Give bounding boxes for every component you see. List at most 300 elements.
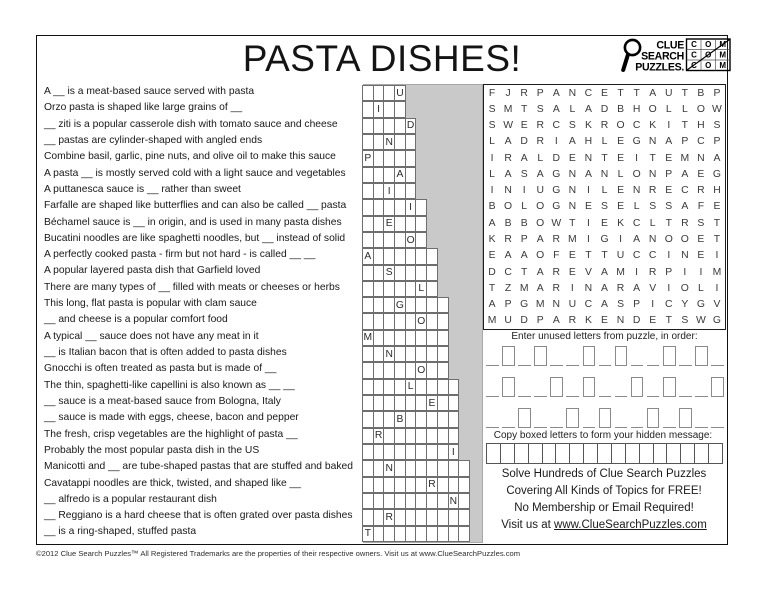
hidden-message-cell[interactable] [528,443,543,464]
unused-letter-blank[interactable] [550,346,563,366]
crossword-given-letter-cell[interactable]: L [415,281,427,297]
word-search-letter[interactable]: R [600,120,609,132]
word-search-letter[interactable]: H [697,120,705,132]
unused-letter-box[interactable] [647,408,660,428]
word-search-letter[interactable]: M [519,282,529,294]
word-search-letter[interactable]: D [600,103,609,115]
word-search-letter[interactable]: V [713,299,721,311]
crossword-cell[interactable] [448,411,460,427]
crossword-given-letter-cell[interactable]: G [394,297,406,313]
word-search-letter[interactable]: A [584,103,592,115]
word-search-letter[interactable]: P [536,87,544,99]
unused-letter-blank[interactable] [599,377,612,397]
word-search-letter[interactable]: A [665,136,673,148]
word-search-letter[interactable]: A [552,87,560,99]
word-search-letter[interactable]: T [520,266,528,278]
word-search-letter[interactable]: A [488,217,496,229]
word-search-letter[interactable]: S [488,103,496,115]
unused-letter-blank[interactable] [599,346,612,366]
crossword-given-letter-cell[interactable]: I [448,444,460,460]
crossword-given-letter-cell[interactable]: U [394,85,406,101]
word-search-letter[interactable]: E [601,315,608,327]
word-search-letter[interactable]: G [712,168,721,180]
hidden-message-cell[interactable] [611,443,626,464]
word-search-letter[interactable]: O [632,168,641,180]
word-search-letter[interactable]: W [695,315,706,327]
unused-letter-blank[interactable] [518,346,531,366]
word-search-letter[interactable]: G [552,168,561,180]
word-search-letter[interactable]: G [520,299,529,311]
word-search-letter[interactable]: F [697,201,705,213]
word-search-letter[interactable]: A [601,299,608,311]
word-search-letter[interactable]: S [568,120,576,132]
unused-letter-box[interactable] [518,408,531,428]
unused-letter-box[interactable] [502,346,515,366]
word-search-letter[interactable]: Y [681,299,689,311]
word-search-letter[interactable]: I [667,250,671,262]
word-search-letter[interactable]: R [504,234,512,246]
unused-letter-blank[interactable] [486,408,499,428]
word-search-letter[interactable]: S [601,201,608,213]
word-search-letter[interactable]: M [487,315,497,327]
word-search-letter[interactable]: N [632,185,641,197]
unused-letter-blank[interactable] [695,408,708,428]
word-search-letter[interactable]: R [552,234,561,246]
word-search-letter[interactable]: C [697,136,705,148]
crossword-given-letter-cell[interactable]: R [373,428,385,444]
word-search-letter[interactable]: S [713,120,721,132]
crossword-given-letter-cell[interactable]: E [383,216,395,232]
word-search-letter[interactable]: E [617,136,625,148]
word-search-letter[interactable]: C [632,217,641,229]
word-search-letter[interactable]: B [520,217,528,229]
word-search-letter[interactable]: A [633,282,641,294]
hidden-message-cell[interactable] [486,443,501,464]
word-search-letter[interactable]: M [680,152,690,164]
hidden-message-cell[interactable] [500,443,515,464]
word-search-letter[interactable]: P [713,87,721,99]
crossword-given-letter-cell[interactable]: D [405,118,417,134]
crossword-cell[interactable] [437,330,449,346]
word-search-letter[interactable]: D [488,266,496,278]
word-search-letter[interactable]: P [536,315,544,327]
word-search-letter[interactable]: D [520,136,528,148]
unused-letter-blank[interactable] [502,408,515,428]
word-search-letter[interactable]: A [601,282,608,294]
unused-letter-blank[interactable] [615,377,628,397]
word-search-letter[interactable]: A [504,168,512,180]
word-search-letter[interactable]: O [616,120,625,132]
word-search-letter[interactable]: W [551,217,562,229]
crossword-cell[interactable] [415,199,427,215]
word-search-letter[interactable]: R [520,87,528,99]
word-search-letter[interactable]: L [617,168,624,180]
word-search-letter[interactable]: I [490,185,494,197]
word-search-letter[interactable]: M [712,266,722,278]
word-search-letter[interactable]: O [664,234,673,246]
word-search-letter[interactable]: L [698,282,704,294]
word-search-letter[interactable]: A [520,152,528,164]
word-search-letter[interactable]: E [568,250,576,262]
crossword-cell[interactable] [426,281,438,297]
word-search-letter[interactable]: A [601,266,608,278]
word-search-letter[interactable]: U [665,87,673,99]
unused-letter-blank[interactable] [583,408,596,428]
unused-letter-box[interactable] [615,346,628,366]
word-search-letter[interactable]: P [633,299,641,311]
word-search-letter[interactable]: T [601,250,608,262]
crossword-cell[interactable] [458,493,470,509]
word-search-letter[interactable]: C [632,120,641,132]
unused-letter-blank[interactable] [663,408,676,428]
word-search-letter[interactable]: U [616,250,625,262]
unused-letter-blank[interactable] [631,346,644,366]
word-search-letter[interactable]: A [520,250,528,262]
crossword-given-letter-cell[interactable]: R [426,477,438,493]
word-search-letter[interactable]: L [537,152,544,164]
word-search-letter[interactable]: I [490,152,494,164]
word-search-letter[interactable]: G [552,201,561,213]
crossword-cell[interactable] [405,150,417,166]
unused-letter-blank[interactable] [631,408,644,428]
word-search-letter[interactable]: I [635,152,639,164]
crossword-given-letter-cell[interactable]: P [362,150,374,166]
hidden-message-cell[interactable] [639,443,654,464]
word-search-letter[interactable]: T [569,217,576,229]
word-search-letter[interactable]: K [584,315,592,327]
word-search-letter[interactable]: V [584,266,592,278]
hidden-message-cell[interactable] [569,443,584,464]
word-search-letter[interactable]: A [536,168,544,180]
word-search-letter[interactable]: P [681,136,689,148]
word-search-letter[interactable]: R [697,185,705,197]
unused-letter-box[interactable] [631,377,644,397]
crossword-cell[interactable] [415,232,427,248]
word-search-letter[interactable]: E [584,201,592,213]
word-search-letter[interactable]: T [649,152,656,164]
word-search-letter[interactable]: I [586,217,590,229]
word-search-letter[interactable]: O [536,250,545,262]
unused-letter-blank[interactable] [695,377,708,397]
word-search-letter[interactable]: D [520,315,528,327]
crossword-given-letter-cell[interactable]: E [426,395,438,411]
word-search-letter[interactable]: C [584,299,593,311]
crossword-cell[interactable] [458,460,470,476]
unused-letter-blank[interactable] [679,377,692,397]
word-search-letter[interactable]: I [699,266,703,278]
word-search-letter[interactable]: A [552,103,560,115]
hidden-message-cell[interactable] [625,443,640,464]
word-search-letter[interactable]: I [683,266,687,278]
word-search-letter[interactable]: A [649,87,657,99]
word-search-letter[interactable]: P [504,299,512,311]
unused-letter-blank[interactable] [486,346,499,366]
hidden-message-cell[interactable] [666,443,681,464]
word-search-letter[interactable]: O [504,201,513,213]
crossword-given-letter-cell[interactable]: A [394,167,406,183]
word-search-letter[interactable]: V [649,282,657,294]
word-search-letter[interactable]: O [536,217,545,229]
crossword-cell[interactable] [437,297,449,313]
word-search-letter[interactable]: L [633,201,640,213]
unused-letter-blank[interactable] [550,408,563,428]
unused-letter-box[interactable] [566,408,579,428]
word-search-letter[interactable]: O [680,282,689,294]
word-search-letter[interactable]: G [632,136,641,148]
word-search-letter[interactable]: A [681,201,689,213]
word-search-letter[interactable]: I [619,234,622,246]
crossword-given-letter-cell[interactable]: M [362,330,374,346]
word-search-letter[interactable]: A [504,250,512,262]
word-search-letter[interactable]: I [635,266,639,278]
word-search-letter[interactable]: N [584,282,593,294]
unused-letter-blank[interactable] [711,346,724,366]
word-search-letter[interactable]: L [665,103,672,115]
word-search-letter[interactable]: A [536,234,544,246]
crossword-cell[interactable] [458,509,470,525]
unused-letter-box[interactable] [550,377,563,397]
word-search-letter[interactable]: E [665,152,673,164]
crossword-cell[interactable] [458,526,470,542]
word-search-letter[interactable]: I [554,136,558,148]
word-search-letter[interactable]: G [696,299,705,311]
unused-letter-blank[interactable] [566,377,579,397]
word-search-grid[interactable] [483,84,726,330]
word-search-letter[interactable]: A [488,299,496,311]
unused-letter-blank[interactable] [518,377,531,397]
word-search-letter[interactable]: C [648,250,657,262]
word-search-letter[interactable]: S [536,103,544,115]
word-search-letter[interactable]: R [681,217,689,229]
word-search-letter[interactable]: R [648,185,657,197]
word-search-letter[interactable]: H [632,103,641,115]
word-search-letter[interactable]: W [503,120,513,132]
word-search-letter[interactable]: H [584,136,593,148]
word-search-letter[interactable]: H [713,185,721,197]
word-search-letter[interactable]: E [649,315,657,327]
word-search-letter[interactable]: C [632,250,641,262]
word-search-letter[interactable]: E [488,250,496,262]
word-search-letter[interactable]: N [648,136,657,148]
crossword-cell[interactable] [405,183,417,199]
word-search-letter[interactable]: L [601,136,608,148]
unused-letter-box[interactable] [502,377,515,397]
word-search-letter[interactable]: P [665,266,673,278]
word-search-letter[interactable]: E [568,266,576,278]
word-search-letter[interactable]: M [503,103,513,115]
word-search-letter[interactable]: E [713,201,721,213]
hidden-message-cell[interactable] [583,443,598,464]
word-search-letter[interactable]: E [520,120,528,132]
crossword-given-letter-cell[interactable]: I [373,101,385,117]
unused-letter-blank[interactable] [711,408,724,428]
word-search-letter[interactable]: T [713,217,721,229]
word-search-letter[interactable]: N [568,201,577,213]
unused-letter-box[interactable] [695,346,708,366]
word-search-letter[interactable]: I [667,120,671,132]
word-search-letter[interactable]: D [632,315,641,327]
word-search-letter[interactable]: T [617,87,624,99]
crossword-cell[interactable] [426,265,438,281]
word-search-letter[interactable]: N [568,87,577,99]
crossword-given-letter-cell[interactable]: S [383,265,395,281]
word-search-letter[interactable]: N [584,152,593,164]
word-search-letter[interactable]: S [665,201,673,213]
crossword-cell[interactable] [394,101,406,117]
unused-letter-box[interactable] [663,377,676,397]
word-search-letter[interactable]: L [681,103,688,115]
word-search-letter[interactable]: C [552,120,561,132]
crossword-cell[interactable] [426,248,438,264]
hidden-message-cell[interactable] [542,443,557,464]
crossword-cell[interactable] [437,362,449,378]
unused-letter-box[interactable] [583,346,596,366]
unused-letter-blank[interactable] [647,377,660,397]
unused-letter-blank[interactable] [534,408,547,428]
unused-letter-blank[interactable] [566,346,579,366]
word-search-letter[interactable]: L [521,201,528,213]
crossword-given-letter-cell[interactable]: N [448,493,460,509]
word-search-letter[interactable]: K [584,120,592,132]
word-search-letter[interactable]: E [697,250,705,262]
word-search-letter[interactable]: T [681,120,688,132]
word-search-letter[interactable]: N [568,168,577,180]
unused-letter-blank[interactable] [534,377,547,397]
word-search-letter[interactable]: P [520,234,528,246]
word-search-letter[interactable]: N [648,234,657,246]
unused-letter-box[interactable] [663,346,676,366]
word-search-letter[interactable]: E [568,152,576,164]
word-search-letter[interactable]: S [681,315,689,327]
word-search-letter[interactable]: L [489,168,495,180]
word-search-letter[interactable]: I [651,299,655,311]
word-search-letter[interactable]: O [648,103,657,115]
word-search-letter[interactable]: E [617,185,625,197]
word-search-letter[interactable]: A [713,152,721,164]
word-search-letter[interactable]: D [552,152,561,164]
word-search-letter[interactable]: I [715,250,719,262]
crossword-given-letter-cell[interactable]: N [383,346,395,362]
word-search-letter[interactable]: R [552,282,561,294]
word-search-letter[interactable]: A [536,266,544,278]
crossword-cell[interactable] [448,379,460,395]
unused-letter-blank[interactable] [647,346,660,366]
word-search-letter[interactable]: M [568,234,577,246]
crossword-cell[interactable] [448,395,460,411]
word-search-letter[interactable]: R [552,266,561,278]
word-search-letter[interactable]: B [697,87,705,99]
word-search-letter[interactable]: O [536,201,545,213]
word-search-letter[interactable]: N [697,152,705,164]
word-search-letter[interactable]: U [568,299,577,311]
crossword-cell[interactable] [458,477,470,493]
crossword-given-letter-cell[interactable]: N [383,460,395,476]
crossword-given-letter-cell[interactable]: O [415,313,427,329]
unused-letter-blank[interactable] [615,408,628,428]
word-search-letter[interactable]: I [586,185,590,197]
crossword-cell[interactable] [437,346,449,362]
unused-letter-box[interactable] [534,346,547,366]
word-search-letter[interactable]: T [665,315,672,327]
word-search-letter[interactable]: T [488,282,496,294]
word-search-letter[interactable]: E [601,217,608,229]
word-search-letter[interactable]: R [504,152,512,164]
word-search-letter[interactable]: G [552,185,561,197]
hidden-message-cell[interactable] [555,443,570,464]
word-search-letter[interactable]: G [712,315,721,327]
crossword-given-letter-cell[interactable]: I [405,199,417,215]
word-search-letter[interactable]: B [504,217,512,229]
word-search-letter[interactable]: P [713,136,721,148]
word-search-letter[interactable]: I [522,185,526,197]
word-search-letter[interactable]: L [601,185,608,197]
word-search-letter[interactable]: U [504,315,512,327]
hidden-message-cell[interactable] [653,443,668,464]
word-search-letter[interactable]: N [568,185,577,197]
word-search-letter[interactable]: L [489,136,495,148]
word-search-letter[interactable]: T [585,250,592,262]
word-search-letter[interactable]: T [681,87,688,99]
word-search-letter[interactable]: S [617,299,625,311]
word-search-letter[interactable]: A [681,168,689,180]
word-search-letter[interactable]: M [535,299,545,311]
word-search-letter[interactable]: Z [504,282,512,294]
word-search-letter[interactable]: C [681,185,689,197]
crossword-cell[interactable] [448,428,460,444]
crossword-cell[interactable] [437,313,449,329]
word-search-letter[interactable]: K [649,120,657,132]
word-search-letter[interactable]: E [601,87,608,99]
word-search-letter[interactable]: N [552,299,561,311]
word-search-letter[interactable]: C [504,266,512,278]
hidden-message-cell[interactable] [514,443,529,464]
word-search-letter[interactable]: W [712,103,722,115]
hidden-message-cell[interactable] [708,443,723,464]
word-search-letter[interactable]: L [569,103,576,115]
unused-letter-box[interactable] [711,377,724,397]
crossword-cell[interactable] [405,134,417,150]
word-search-letter[interactable]: B [617,103,625,115]
word-search-letter[interactable]: U [536,185,544,197]
word-search-letter[interactable]: N [681,250,689,262]
hidden-message-cell[interactable] [597,443,612,464]
word-search-letter[interactable]: R [536,136,544,148]
word-search-letter[interactable]: J [505,87,511,99]
word-search-letter[interactable]: E [697,168,705,180]
word-search-letter[interactable]: R [616,282,625,294]
crossword-cell[interactable] [405,167,417,183]
word-search-letter[interactable]: E [617,201,625,213]
word-search-letter[interactable]: O [696,103,705,115]
word-search-letter[interactable]: M [616,266,625,278]
word-search-letter[interactable]: R [536,120,544,132]
word-search-letter[interactable]: S [649,201,657,213]
word-search-letter[interactable]: T [520,103,528,115]
crossword-given-letter-cell[interactable]: R [383,509,395,525]
word-search-letter[interactable]: G [600,234,609,246]
word-search-letter[interactable]: L [649,217,656,229]
word-search-letter[interactable]: T [713,234,721,246]
crossword-given-letter-cell[interactable]: A [362,248,374,264]
word-search-letter[interactable]: E [697,234,705,246]
hidden-message-cell[interactable] [694,443,709,464]
crossword-cell[interactable] [415,216,427,232]
crossword-given-letter-cell[interactable]: I [383,183,395,199]
word-search-letter[interactable]: C [584,87,593,99]
word-search-letter[interactable]: A [633,234,641,246]
word-search-letter[interactable]: K [617,217,625,229]
crossword-given-letter-cell[interactable]: O [405,232,417,248]
